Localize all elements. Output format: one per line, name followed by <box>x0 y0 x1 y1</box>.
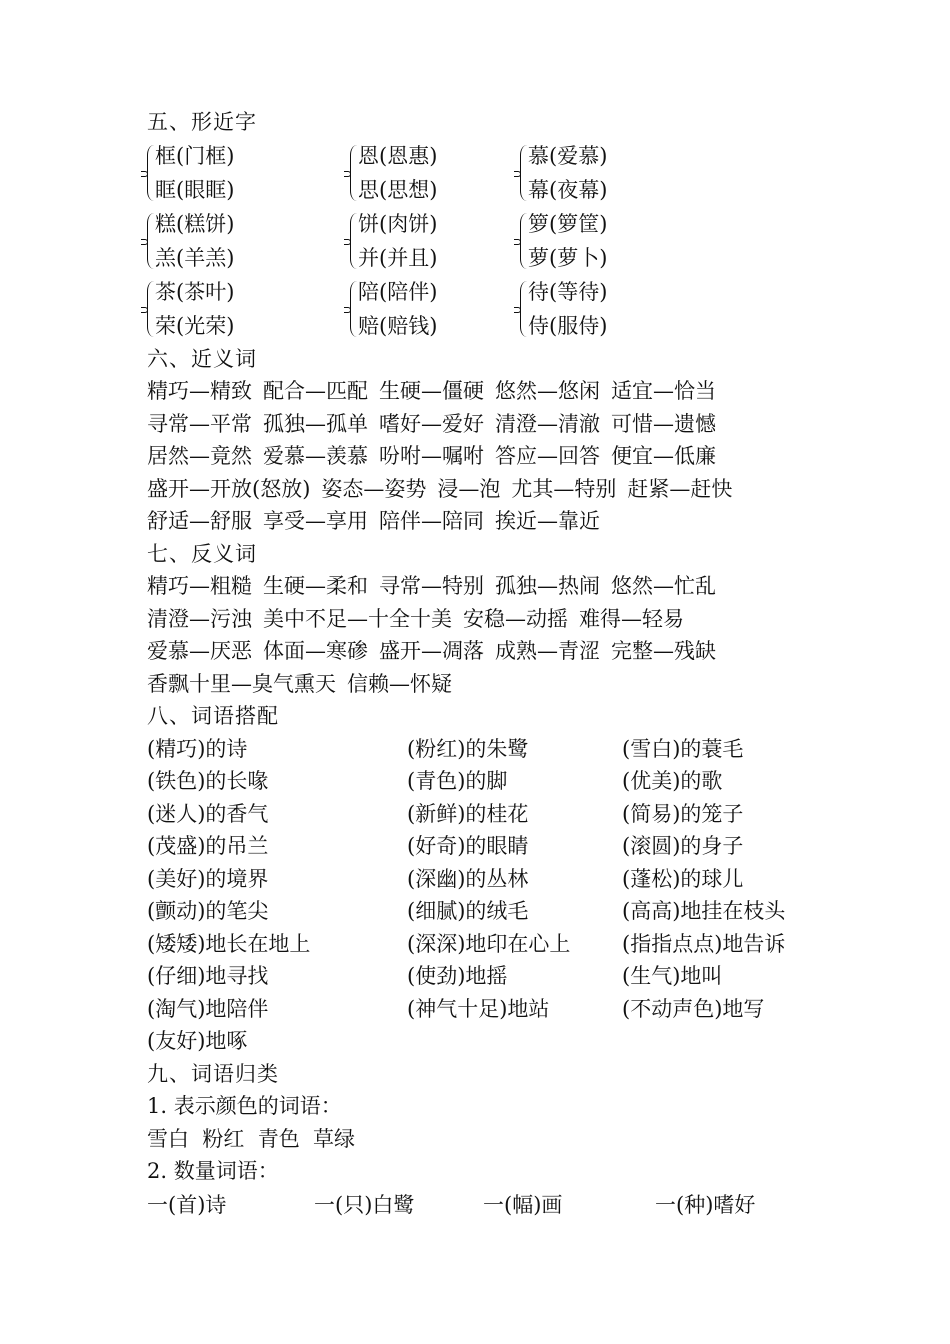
synonym-pair: 居然—竟然 <box>147 444 252 468</box>
synonym-pair: 寻常—平常 <box>147 411 252 436</box>
antonym-pair: 完整—残缺 <box>611 639 716 663</box>
word-matching-cell: (粉红)的朱鹭 <box>407 736 529 761</box>
brace-icon <box>350 281 358 337</box>
quantity-words-row <box>147 1188 847 1222</box>
word-matching-cell: (指指点点)地告诉 <box>622 931 786 956</box>
word-matching-cell: (雪白)的蓑毛 <box>622 736 744 761</box>
synonym-pair: 答应—回答 <box>495 444 600 468</box>
brace-icon <box>520 213 528 269</box>
similar-char-word: 茶(茶叶) <box>155 279 235 304</box>
similar-char-word: 羔(羊羔) <box>155 245 235 270</box>
similar-chars-group <box>520 207 700 275</box>
word-matching-cell: (滚圆)的身子 <box>622 834 744 858</box>
synonym-pair: 尤其—特别 <box>511 476 617 501</box>
word-matching-cell: (铁色)的长喙 <box>147 769 269 793</box>
synonym-pair: 悠然—悠闲 <box>495 379 600 403</box>
synonym-pair: 盛开—开放(怒放) <box>147 476 311 501</box>
synonym-pair: 清澄—清澈 <box>495 411 600 436</box>
word-matching-cell: (高高)地挂在枝头 <box>622 899 786 923</box>
antonym-pair: 美中不足—十全十美 <box>263 606 452 631</box>
similar-chars-row <box>147 275 847 343</box>
document-page <box>147 106 847 1222</box>
similar-char-word: 陪(陪伴) <box>358 279 438 304</box>
antonym-pair: 成熟—青涩 <box>495 639 600 663</box>
antonym-pair: 香飘十里—臭气熏天 <box>147 671 336 696</box>
synonym-line <box>147 440 847 473</box>
antonym-line <box>147 668 847 701</box>
synonym-pair: 可惜—遗憾 <box>611 411 716 436</box>
word-matching-cell: (矮矮)地长在地上 <box>147 931 311 956</box>
word-matching-cell: (淘气)地陪伴 <box>147 996 269 1021</box>
brace-icon <box>350 213 358 269</box>
section-heading-word-matching: 八、词语搭配 <box>147 704 279 728</box>
word-matching-cell: (友好)地啄 <box>147 1029 248 1053</box>
word-matching-cell: (使劲)地摇 <box>407 964 508 988</box>
word-matching-row <box>147 1025 847 1058</box>
word-matching-cell: (优美)的歌 <box>622 769 723 793</box>
synonym-pair: 适宜—恰当 <box>611 379 716 403</box>
similar-char-word: 萝(萝卜) <box>528 245 608 270</box>
similar-char-word: 并(并且) <box>358 245 438 270</box>
quantity-word: 一(只)白鹭 <box>314 1192 415 1217</box>
antonyms-list <box>147 570 847 700</box>
word-matching-cell: (颤动)的笔尖 <box>147 899 269 923</box>
antonym-line <box>147 635 847 668</box>
word-matching-row <box>147 733 847 766</box>
word-matching-cell: (简易)的笼子 <box>622 801 744 826</box>
word-matching-cell: (仔细)地寻找 <box>147 964 269 988</box>
similar-chars-group <box>147 275 327 343</box>
similar-char-word: 饼(肉饼) <box>358 211 438 236</box>
similar-chars-group <box>147 139 327 207</box>
similar-chars-group <box>350 275 530 343</box>
similar-char-word: 眶(眼眶) <box>155 177 235 202</box>
antonym-pair: 精巧—粗糙 <box>147 574 252 598</box>
brace-icon <box>520 281 528 337</box>
section-heading-similar-chars: 五、形近字 <box>147 110 257 134</box>
word-matching-row <box>147 928 847 961</box>
synonym-pair: 嗜好—爱好 <box>379 411 484 436</box>
synonym-pair: 姿态—姿势 <box>321 476 427 501</box>
similar-chars-groups <box>147 139 847 343</box>
synonym-pair: 舒适—舒服 <box>147 509 252 533</box>
word-matching-row <box>147 765 847 798</box>
similar-char-word: 箩(箩筐) <box>528 211 608 236</box>
similar-chars-group <box>520 139 700 207</box>
synonym-line <box>147 473 847 506</box>
synonym-pair: 陪伴—陪同 <box>379 509 484 533</box>
color-words: 雪白 粉红 青色 草绿 <box>147 1126 356 1151</box>
brace-icon <box>147 145 155 201</box>
quantity-word: 一(首)诗 <box>147 1192 227 1217</box>
section-heading-synonyms: 六、近义词 <box>147 346 257 371</box>
antonym-pair: 信赖—怀疑 <box>347 671 452 696</box>
antonym-pair: 寻常—特别 <box>379 574 484 598</box>
word-matching-cell: (细腻)的绒毛 <box>407 899 529 923</box>
synonym-pair: 配合—匹配 <box>263 379 368 403</box>
word-matching-cell: (美好)的境界 <box>147 866 269 891</box>
synonym-pair: 赶紧—赶快 <box>627 476 733 501</box>
quantity-word: 一(种)嗜好 <box>655 1192 756 1217</box>
antonym-pair: 悠然—忙乱 <box>611 574 716 598</box>
section-heading-antonyms: 七、反义词 <box>147 541 257 566</box>
subheading-quantity-words: 2. 数量词语： <box>147 1159 279 1183</box>
word-matching-cell: (青色)的脚 <box>407 769 508 793</box>
synonym-pair: 浸—泡 <box>437 476 501 501</box>
word-matching-cell: (精巧)的诗 <box>147 736 248 761</box>
synonym-pair: 精巧—精致 <box>147 379 252 403</box>
similar-chars-row <box>147 139 847 207</box>
brace-icon <box>520 145 528 201</box>
similar-char-word: 糕(糕饼) <box>155 211 235 236</box>
antonym-line <box>147 570 847 603</box>
similar-char-word: 幕(夜幕) <box>528 177 608 202</box>
word-matching-row <box>147 960 847 993</box>
word-matching-row <box>147 895 847 928</box>
similar-chars-group <box>147 207 327 275</box>
synonym-line <box>147 375 847 408</box>
antonym-pair: 清澄—污浊 <box>147 606 252 631</box>
word-matching-cell: (好奇)的眼睛 <box>407 834 529 858</box>
brace-icon <box>147 213 155 269</box>
word-matching-cell: (茂盛)的吊兰 <box>147 834 269 858</box>
word-matching-cell: (深幽)的丛林 <box>407 866 529 891</box>
similar-char-word: 待(等待) <box>528 279 608 304</box>
antonym-pair: 体面—寒碜 <box>263 639 368 663</box>
similar-chars-group <box>350 139 530 207</box>
antonym-line <box>147 603 847 636</box>
similar-chars-row <box>147 207 847 275</box>
synonym-pair: 挨近—靠近 <box>495 509 600 533</box>
word-matching-row <box>147 863 847 896</box>
word-matching-cell: (生气)地叫 <box>622 964 723 988</box>
similar-chars-group <box>350 207 530 275</box>
brace-icon <box>350 145 358 201</box>
word-matching-row <box>147 993 847 1026</box>
word-matching-row <box>147 830 847 863</box>
antonym-pair: 盛开—凋落 <box>379 639 484 663</box>
similar-char-word: 框(门框) <box>155 143 235 168</box>
antonym-pair: 生硬—柔和 <box>263 574 368 598</box>
section-heading-word-classification: 九、词语归类 <box>147 1061 279 1086</box>
similar-char-word: 侍(服侍) <box>528 313 608 338</box>
word-matching-cell: (蓬松)的球儿 <box>622 866 744 891</box>
similar-char-word: 思(思想) <box>358 177 438 202</box>
quantity-word: 一(幅)画 <box>483 1192 563 1217</box>
synonyms-list <box>147 375 847 538</box>
word-matching-cell: (深深)地印在心上 <box>407 931 571 956</box>
word-matching-cell: (迷人)的香气 <box>147 801 269 826</box>
similar-char-word: 恩(恩惠) <box>358 143 438 168</box>
synonym-pair: 生硬—僵硬 <box>379 379 484 403</box>
synonym-pair: 便宜—低廉 <box>611 444 716 468</box>
synonym-pair: 享受—享用 <box>263 509 368 533</box>
subheading-color-words: 1. 表示颜色的词语： <box>147 1094 342 1118</box>
similar-chars-group <box>520 275 700 343</box>
synonym-pair: 吩咐—嘱咐 <box>379 444 484 468</box>
similar-char-word: 赔(赔钱) <box>358 313 438 338</box>
word-matching-cell: (新鲜)的桂花 <box>407 801 529 826</box>
brace-icon <box>147 281 155 337</box>
antonym-pair: 难得—轻易 <box>579 606 684 631</box>
synonym-line <box>147 408 847 441</box>
word-matching-cell: (不动声色)地写 <box>622 996 765 1021</box>
synonym-pair: 爱慕—羡慕 <box>263 444 368 468</box>
word-matching-row <box>147 798 847 831</box>
synonym-pair: 孤独—孤单 <box>263 411 368 436</box>
synonym-line <box>147 505 847 538</box>
antonym-pair: 安稳—动摇 <box>463 606 568 631</box>
antonym-pair: 爱慕—厌恶 <box>147 639 252 663</box>
similar-char-word: 荣(光荣) <box>155 313 235 338</box>
word-matching-cell: (神气十足)地站 <box>407 996 550 1021</box>
similar-char-word: 慕(爱慕) <box>528 143 608 168</box>
word-matching-table <box>147 733 847 1058</box>
antonym-pair: 孤独—热闹 <box>495 574 600 598</box>
